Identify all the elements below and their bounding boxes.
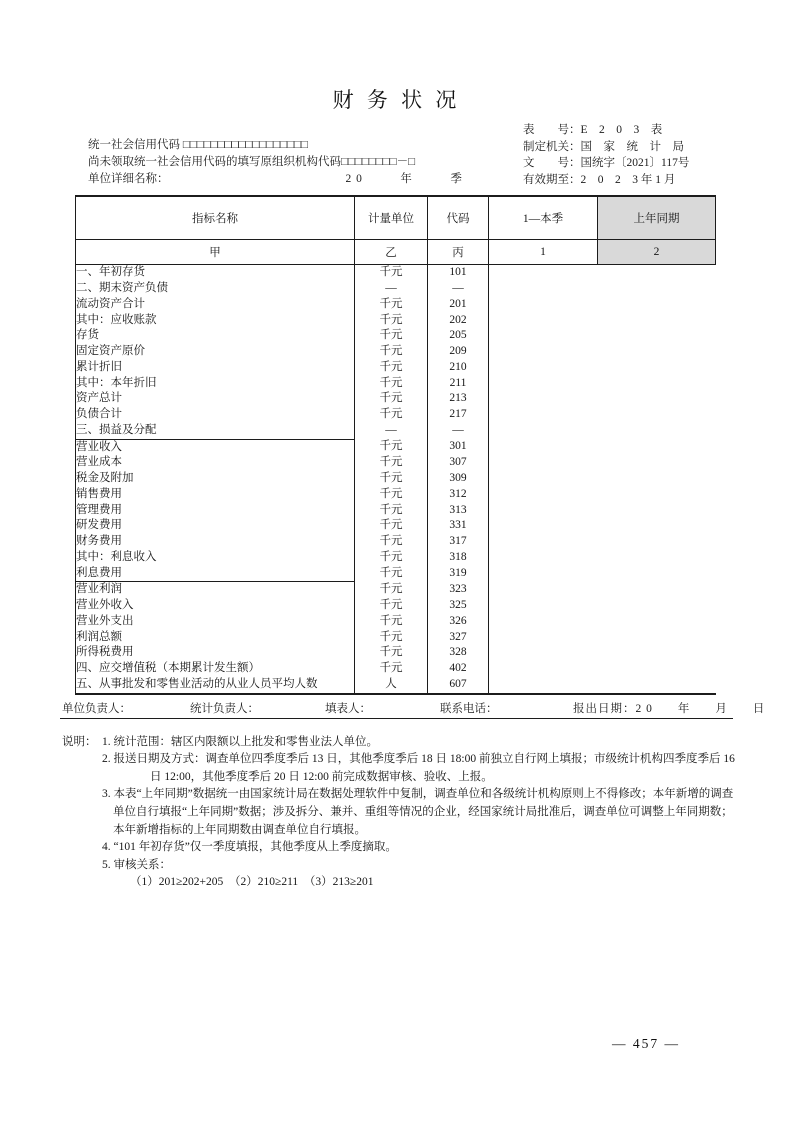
unit-cell: 千元 bbox=[355, 598, 428, 614]
code-cell: 312 bbox=[428, 487, 489, 503]
table-row bbox=[76, 344, 716, 360]
unit-cell: 千元 bbox=[355, 439, 428, 455]
col-header-unit: 计量单位 bbox=[355, 196, 428, 240]
code-cell: 331 bbox=[428, 518, 489, 534]
table-row bbox=[76, 550, 716, 566]
indicator-cell: 其中：本年折旧 bbox=[76, 376, 355, 392]
indicator-cell: 管理费用 bbox=[76, 503, 355, 519]
indicator-cell: 利息费用 bbox=[76, 566, 355, 582]
code-cell: 327 bbox=[428, 630, 489, 646]
quarter-value-cell bbox=[489, 503, 598, 519]
indicator-cell: 营业利润 bbox=[76, 582, 355, 598]
quarter-value-cell bbox=[489, 407, 598, 423]
table-row bbox=[76, 376, 716, 392]
table-row bbox=[76, 518, 716, 534]
table-row bbox=[76, 439, 716, 455]
subheader-yi: 乙 bbox=[355, 240, 428, 265]
unit-name-line bbox=[88, 171, 523, 188]
code-cell: 326 bbox=[428, 614, 489, 630]
unit-cell: 人 bbox=[355, 677, 428, 694]
code-cell: 205 bbox=[428, 328, 489, 344]
quarter-value-cell bbox=[489, 582, 598, 598]
subheader-1: 1 bbox=[489, 240, 598, 265]
prev-year-value-cell bbox=[598, 407, 716, 423]
table-row bbox=[76, 297, 716, 313]
prev-year-value-cell bbox=[598, 503, 716, 519]
indicator-cell: 研发费用 bbox=[76, 518, 355, 534]
prev-year-value-cell bbox=[598, 614, 716, 630]
prev-year-value-cell bbox=[598, 677, 716, 694]
unit-cell: 千元 bbox=[355, 391, 428, 407]
quarter-value-cell bbox=[489, 455, 598, 471]
unit-cell: 千元 bbox=[355, 518, 428, 534]
prev-year-value-cell bbox=[598, 297, 716, 313]
quarter-value-cell bbox=[489, 281, 598, 297]
phone-label: 联系电话： bbox=[440, 702, 498, 715]
quarter-value-cell bbox=[489, 439, 598, 455]
table-row bbox=[76, 503, 716, 519]
unit-cell: 千元 bbox=[355, 503, 428, 519]
code-cell: — bbox=[428, 281, 489, 297]
code-cell: — bbox=[428, 423, 489, 439]
prev-year-value-cell bbox=[598, 344, 716, 360]
code-cell: 317 bbox=[428, 534, 489, 550]
table-row bbox=[76, 407, 716, 423]
code-cell: 307 bbox=[428, 455, 489, 471]
indicator-cell: 营业外收入 bbox=[76, 598, 355, 614]
prev-year-value-cell bbox=[598, 313, 716, 329]
unit-cell: 千元 bbox=[355, 645, 428, 661]
prev-year-value-cell bbox=[598, 265, 716, 281]
page-title: 财 务 状 况 bbox=[332, 88, 461, 112]
col-header-quarter: 1—本季 bbox=[489, 196, 598, 240]
unit-cell: 千元 bbox=[355, 614, 428, 630]
quarter-value-cell bbox=[489, 566, 598, 582]
quarter-value-cell bbox=[489, 677, 598, 694]
table-row bbox=[76, 313, 716, 329]
quarter-value-cell bbox=[489, 598, 598, 614]
header-right-block bbox=[523, 122, 737, 188]
indicator-cell: 四、应交增值税（本期累计发生额） bbox=[76, 661, 355, 677]
quarter-value-cell bbox=[489, 328, 598, 344]
table-row bbox=[76, 630, 716, 646]
unit-cell: 千元 bbox=[355, 455, 428, 471]
unit-cell: 千元 bbox=[355, 265, 428, 281]
indicator-cell: 营业成本 bbox=[76, 455, 355, 471]
code-cell: 323 bbox=[428, 582, 489, 598]
table-row bbox=[76, 677, 716, 694]
quarter-value-cell bbox=[489, 313, 598, 329]
unit-cell: 千元 bbox=[355, 487, 428, 503]
note-item-2: 2. 报送日期及方式：调查单位四季度季后 13 日，其他季度季后 18 日 18:00 前独立自行网上填报；市级统计机构四季度季后 16 日 12:00，其他季度季后 20 日 12:00 前完成数据审核、验收、上报。 bbox=[102, 753, 735, 783]
col-header-prev-year: 上年同期 bbox=[598, 196, 716, 240]
quarter-value-cell bbox=[489, 661, 598, 677]
valid-until-line: 有效期至：2 0 2 3 年 1 月 bbox=[523, 173, 676, 186]
table-row bbox=[76, 391, 716, 407]
indicator-cell: 累计折旧 bbox=[76, 360, 355, 376]
table-row bbox=[76, 281, 716, 297]
unit-cell: 千元 bbox=[355, 550, 428, 566]
prev-year-value-cell bbox=[598, 550, 716, 566]
quarter-value-cell bbox=[489, 487, 598, 503]
unit-cell: 千元 bbox=[355, 661, 428, 677]
prev-year-value-cell bbox=[598, 582, 716, 598]
table-row bbox=[76, 614, 716, 630]
table-row bbox=[76, 661, 716, 677]
table-row bbox=[76, 471, 716, 487]
table-row bbox=[76, 423, 716, 439]
quarter-value-cell bbox=[489, 534, 598, 550]
unit-cell: — bbox=[355, 281, 428, 297]
unit-cell: 千元 bbox=[355, 582, 428, 598]
table-row bbox=[76, 645, 716, 661]
quarter-value-cell bbox=[489, 614, 598, 630]
unit-name-label: 单位详细名称： bbox=[88, 173, 169, 186]
code-cell: 213 bbox=[428, 391, 489, 407]
indicator-cell: 三、损益及分配 bbox=[76, 423, 355, 439]
quarter-value-cell bbox=[489, 344, 598, 360]
credit-code-line: 统一社会信用代码 □□□□□□□□□□□□□□□□□□ bbox=[88, 138, 308, 151]
code-cell: 217 bbox=[428, 407, 489, 423]
indicator-cell: 五、从事批发和零售业活动的从业人员平均人数 bbox=[76, 677, 355, 694]
code-cell: 101 bbox=[428, 265, 489, 281]
quarter-value-cell bbox=[489, 391, 598, 407]
unit-cell: 千元 bbox=[355, 566, 428, 582]
quarter-value-cell bbox=[489, 376, 598, 392]
preparer-label: 填表人： bbox=[325, 702, 371, 715]
table-header bbox=[76, 196, 716, 265]
quarter-value-cell bbox=[489, 297, 598, 313]
col-header-code: 代码 bbox=[428, 196, 489, 240]
quarter-value-cell bbox=[489, 360, 598, 376]
indicator-cell: 其中：利息收入 bbox=[76, 550, 355, 566]
unit-cell: 千元 bbox=[355, 297, 428, 313]
code-cell: 202 bbox=[428, 313, 489, 329]
code-cell: 607 bbox=[428, 677, 489, 694]
notes-label: 说明： bbox=[62, 735, 97, 748]
notes-section bbox=[62, 734, 737, 892]
indicator-cell: 营业收入 bbox=[76, 439, 355, 455]
notes-list bbox=[62, 734, 737, 892]
indicator-cell: 二、期末资产负债 bbox=[76, 281, 355, 297]
indicator-cell: 所得税费用 bbox=[76, 645, 355, 661]
code-cell: 201 bbox=[428, 297, 489, 313]
note-item-1: 1. 统计范围：辖区内限额以上批发和零售业法人单位。 bbox=[102, 735, 378, 748]
indicator-cell: 利润总额 bbox=[76, 630, 355, 646]
form-number-line: 表 号：E 2 0 3 表 bbox=[523, 124, 663, 136]
unit-head-label: 单位负责人： bbox=[62, 702, 131, 715]
indicator-cell: 财务费用 bbox=[76, 534, 355, 550]
table-row bbox=[76, 566, 716, 582]
table-row bbox=[76, 455, 716, 471]
table-row bbox=[76, 328, 716, 344]
stats-head-label: 统计负责人： bbox=[190, 702, 259, 715]
unit-cell: 千元 bbox=[355, 328, 428, 344]
indicator-cell: 一、年初存货 bbox=[76, 265, 355, 281]
code-cell: 325 bbox=[428, 598, 489, 614]
prev-year-value-cell bbox=[598, 487, 716, 503]
prev-year-value-cell bbox=[598, 360, 716, 376]
column-header-row bbox=[76, 196, 716, 240]
document-number-line: 文 号：国统字〔2021〕117号 bbox=[523, 157, 690, 170]
unit-cell: — bbox=[355, 423, 428, 439]
indicator-cell: 资产总计 bbox=[76, 391, 355, 407]
audit-relations-line: （1）201≥202+205 （2）210≥211 （3）213≥201 bbox=[130, 876, 374, 889]
unit-cell: 千元 bbox=[355, 630, 428, 646]
report-date-label: 报出日期：2 0 年 月 日 bbox=[573, 702, 766, 715]
prev-year-value-cell bbox=[598, 423, 716, 439]
org-code-line: 尚未领取统一社会信用代码的填写原组织机构代码□□□□□□□□－□ bbox=[88, 155, 416, 168]
indicator-cell: 固定资产原价 bbox=[76, 344, 355, 360]
table-row bbox=[76, 534, 716, 550]
indicator-cell: 其中：应收账款 bbox=[76, 313, 355, 329]
quarter-value-cell bbox=[489, 645, 598, 661]
unit-cell: 千元 bbox=[355, 313, 428, 329]
col-header-indicator: 指标名称 bbox=[76, 196, 355, 240]
unit-cell: 千元 bbox=[355, 471, 428, 487]
code-cell: 209 bbox=[428, 344, 489, 360]
table-row bbox=[76, 582, 716, 598]
note-item-4: 4. “101 年初存货”仅一季度填报，其他季度从上季度摘取。 bbox=[102, 841, 397, 854]
note-item-3: 3. 本表“上年同期”数据统一由国家统计局在数据处理软件中复制，调查单位和各级统计机构原则上不得修改；本年新增的调查单位自行填报“上年同期”数据；涉及拆分、兼并、重组等情况的企业，经国家统计局批准后，调查单位可调整上年同期数；本年新增指标的上年同期数由调查单位自行填报。 bbox=[102, 788, 734, 836]
indicator-cell: 营业外支出 bbox=[76, 614, 355, 630]
code-cell: 301 bbox=[428, 439, 489, 455]
table-row bbox=[76, 265, 716, 281]
prev-year-value-cell bbox=[598, 439, 716, 455]
indicator-cell: 流动资产合计 bbox=[76, 297, 355, 313]
indicator-cell: 销售费用 bbox=[76, 487, 355, 503]
code-cell: 319 bbox=[428, 566, 489, 582]
prev-year-value-cell bbox=[598, 471, 716, 487]
prev-year-value-cell bbox=[598, 566, 716, 582]
unit-cell: 千元 bbox=[355, 360, 428, 376]
subheader-jia: 甲 bbox=[76, 240, 355, 265]
form-header bbox=[88, 122, 737, 188]
indicator-cell: 负债合计 bbox=[76, 407, 355, 423]
subheader-2: 2 bbox=[598, 240, 716, 265]
period-year-season: 2 0 年 季 bbox=[345, 173, 463, 186]
indicator-cell: 税金及附加 bbox=[76, 471, 355, 487]
quarter-value-cell bbox=[489, 550, 598, 566]
unit-cell: 千元 bbox=[355, 376, 428, 392]
prev-year-value-cell bbox=[598, 328, 716, 344]
unit-cell: 千元 bbox=[355, 407, 428, 423]
quarter-value-cell bbox=[489, 265, 598, 281]
code-cell: 211 bbox=[428, 376, 489, 392]
code-cell: 402 bbox=[428, 661, 489, 677]
prev-year-value-cell bbox=[598, 376, 716, 392]
code-cell: 313 bbox=[428, 503, 489, 519]
prev-year-value-cell bbox=[598, 518, 716, 534]
quarter-value-cell bbox=[489, 423, 598, 439]
indicator-cell: 存货 bbox=[76, 328, 355, 344]
note-item-5: 5. 审核关系： bbox=[102, 858, 171, 871]
prev-year-value-cell bbox=[598, 455, 716, 471]
subheader-bing: 丙 bbox=[428, 240, 489, 265]
signature-row bbox=[60, 695, 766, 719]
prev-year-value-cell bbox=[598, 281, 716, 297]
code-cell: 210 bbox=[428, 360, 489, 376]
quarter-value-cell bbox=[489, 471, 598, 487]
financial-status-table bbox=[75, 195, 716, 694]
prev-year-value-cell bbox=[598, 391, 716, 407]
issuing-agency-line: 制定机关：国 家 统 计 局 bbox=[523, 140, 684, 153]
page-number: — 457 — bbox=[612, 1036, 680, 1051]
prev-year-value-cell bbox=[598, 534, 716, 550]
prev-year-value-cell bbox=[598, 598, 716, 614]
table-row bbox=[76, 487, 716, 503]
header-left-block bbox=[88, 137, 523, 189]
subheader-row bbox=[76, 240, 716, 265]
code-cell: 318 bbox=[428, 550, 489, 566]
prev-year-value-cell bbox=[598, 630, 716, 646]
prev-year-value-cell bbox=[598, 645, 716, 661]
quarter-value-cell bbox=[489, 518, 598, 534]
code-cell: 309 bbox=[428, 471, 489, 487]
unit-cell: 千元 bbox=[355, 534, 428, 550]
table-row bbox=[76, 598, 716, 614]
unit-cell: 千元 bbox=[355, 344, 428, 360]
quarter-value-cell bbox=[489, 630, 598, 646]
prev-year-value-cell bbox=[598, 661, 716, 677]
code-cell: 328 bbox=[428, 645, 489, 661]
table-row bbox=[76, 360, 716, 376]
table-body bbox=[76, 265, 716, 694]
